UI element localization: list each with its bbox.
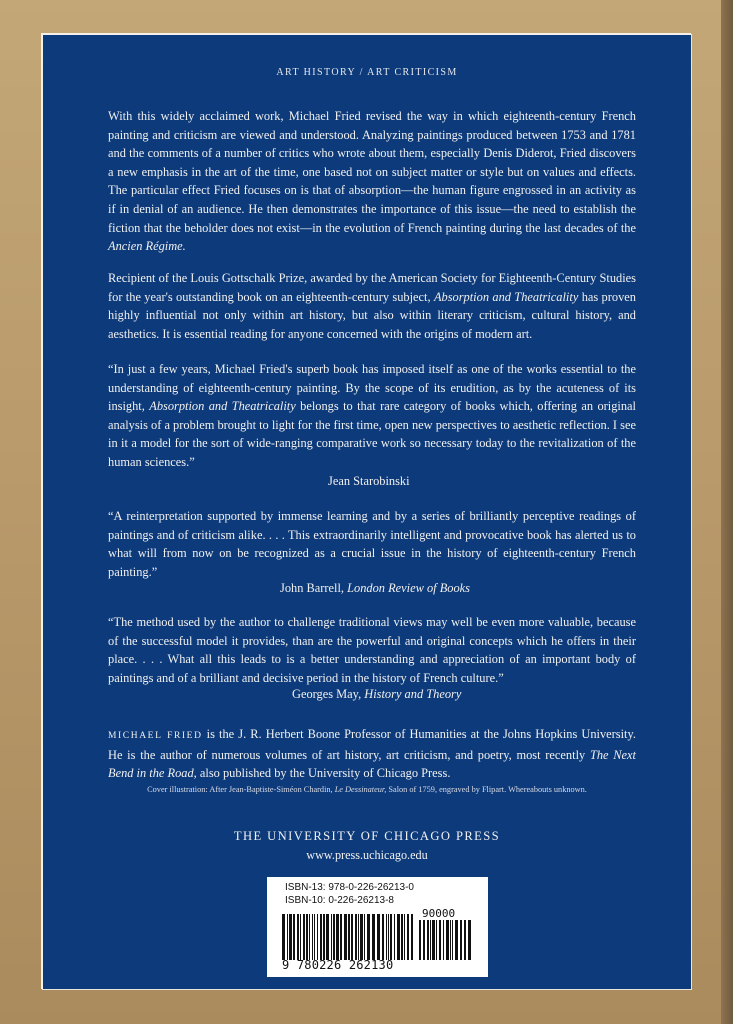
category-header: ART HISTORY / ART CRITICISM bbox=[276, 67, 458, 78]
barcode-bar bbox=[351, 914, 353, 960]
quote-author-may bbox=[292, 685, 461, 703]
barcode-bar bbox=[300, 914, 301, 960]
barcode-bar bbox=[326, 914, 329, 960]
barcode-bar bbox=[423, 920, 425, 960]
barcode-bar bbox=[344, 914, 347, 960]
description-paragraph-1 bbox=[108, 107, 636, 256]
barcode-bar bbox=[282, 914, 285, 960]
barcode-bar bbox=[382, 914, 384, 960]
barcode-bar bbox=[427, 920, 429, 960]
source-name: London Review of Books bbox=[347, 581, 470, 595]
publisher-url: www.press.uchicago.edu bbox=[306, 848, 428, 862]
source-name: History and Theory bbox=[364, 687, 462, 701]
barcode-bar bbox=[452, 920, 453, 960]
quote-title-italic: Absorption and Theatricality bbox=[149, 399, 296, 414]
barcode-label bbox=[267, 877, 488, 977]
caption-text: Cover illustration: After Jean-Baptiste-Siméon Chardin, bbox=[147, 785, 333, 794]
barcode-bar bbox=[377, 914, 380, 960]
barcode-bar bbox=[320, 914, 322, 960]
quote-text-continued: belongs to that rare category of books which, offering an original analysis of a problem brought to light for the first time, open new perspectives to aesthetic reflection. I see in it a model for the sort of wide-ranging comparative work so necessary today to the revitalization of the human sciences.” bbox=[108, 399, 636, 469]
quote-author-starobinski: Jean Starobinski bbox=[328, 474, 410, 488]
barcode-bar bbox=[388, 914, 389, 960]
barcode-bar bbox=[367, 914, 370, 960]
barcode-bar bbox=[355, 914, 357, 960]
barcode-bar bbox=[358, 914, 359, 960]
caption-text-end: Salon of 1759, engraved by Flipart. Whereabouts unknown. bbox=[388, 785, 587, 794]
barcode-bar bbox=[312, 914, 313, 960]
barcode-bar bbox=[397, 914, 400, 960]
bio-text-end: also published by the University of Chicago Press. bbox=[199, 766, 451, 781]
barcode-bar bbox=[348, 914, 350, 960]
barcode-bar bbox=[446, 920, 449, 960]
barcode-bar bbox=[419, 920, 421, 960]
prize-text: Recipient of the Louis Gottschalk Prize, awarded by the American Society for Eighteenth-Century Studies for the year's outstanding book on an eighteenth-century subject, bbox=[108, 271, 636, 304]
barcode-bar bbox=[289, 914, 292, 960]
ean-digits: 9 780226 262130 bbox=[282, 958, 394, 972]
caption-italic: Le Dessinateur, bbox=[334, 785, 387, 794]
barcode-bar bbox=[386, 914, 387, 960]
addon-barcode-icon bbox=[419, 920, 473, 960]
barcode-bar bbox=[450, 920, 451, 960]
bio-text: is the J. R. Herbert Boone Professor of Humanities at the Johns Hopkins University. He is the author of numerous volumes of art history, art criticism, and poetry, most recently bbox=[108, 727, 636, 762]
barcode-bar bbox=[323, 914, 325, 960]
barcode-bar bbox=[336, 914, 339, 960]
barcode-bar bbox=[360, 914, 363, 960]
barcode-bar bbox=[331, 914, 332, 960]
barcode-bar bbox=[297, 914, 299, 960]
quote-author-barrell bbox=[280, 579, 470, 597]
author-bio bbox=[108, 725, 636, 783]
bio-book-italic: The Next Bend in the Road, bbox=[108, 747, 636, 781]
description-paragraph-2 bbox=[108, 269, 636, 343]
quote-starobinski bbox=[108, 360, 636, 472]
barcode-bar bbox=[432, 920, 435, 960]
barcode-bar bbox=[455, 920, 458, 960]
barcode-bar bbox=[443, 920, 444, 960]
barcode-bar bbox=[340, 914, 342, 960]
barcode-bar bbox=[468, 920, 471, 960]
ancien-regime-italic: Ancien Régime. bbox=[108, 239, 186, 254]
barcode-bar bbox=[464, 920, 466, 960]
barcode-bar bbox=[287, 914, 288, 960]
barcode-bar bbox=[364, 914, 365, 960]
barcode-bar bbox=[460, 920, 462, 960]
barcode-bar bbox=[372, 914, 375, 960]
barcode-bar bbox=[407, 914, 409, 960]
barcode-bar bbox=[333, 914, 335, 960]
barcode-bar bbox=[436, 920, 437, 960]
author-name: John Barrell, bbox=[280, 581, 345, 595]
barcode-bar bbox=[314, 914, 315, 960]
barcode-bar bbox=[404, 914, 405, 960]
influence-text: has proven highly influential not only within art history, but also within literary criticism, cultural history, and aesthetics. It is essential reading for anyone concerned with the origins of modern art. bbox=[108, 289, 636, 341]
barcode-bar bbox=[401, 914, 403, 960]
quote-text: “In just a few years, Michael Fried's superb book has imposed itself as one of the works essential to the understanding of eighteenth-century painting. By the scope of its erudition, as by the acuteness of its insight, bbox=[108, 362, 636, 414]
cover-illustration-caption bbox=[43, 785, 691, 794]
isbn-13: ISBN-13: 978-0-226-26213-0 bbox=[285, 882, 414, 893]
publisher-name: THE UNIVERSITY OF CHICAGO PRESS bbox=[233, 829, 501, 843]
barcode-bar bbox=[293, 914, 295, 960]
book-title-italic: Absorption and Theatricality bbox=[433, 289, 579, 304]
author-name: Georges May, bbox=[292, 687, 362, 701]
book-spine-edge bbox=[721, 0, 733, 1024]
bio-author-name: MICHAEL FRIED bbox=[108, 731, 203, 741]
barcode-bar bbox=[390, 914, 392, 960]
quote-barrell: “A reinterpretation supported by immense learning and by a series of brilliantly perceptive readings of paintings and of criticism alike. . . . This extraordinarily intelligent and provocative book has alerted us to what will from now on be recognized as a crucial issue in the history of eighteenth-century French painting.” bbox=[108, 509, 636, 579]
description-text: With this widely acclaimed work, Michael Fried revised the way in which eighteenth-century French painting and criticism are viewed and understood. Analyzing paintings produced between 1753 and 1781 and the comments of a number of critics who wrote about them, especially Denis Diderot, Fried discovers a new emphasis in the art of the time, one based not on subject matter or style but on values and effects. The particular effect Fried focuses on is that of absorption—the human figure engrossed in an activity as if in denial of an audience. He then demonstrates the importance of this issue—the need to establish the fiction that the beholder does not exist—in the evolution of French painting during the last decades of the bbox=[108, 109, 636, 235]
addon-digits: 90000 bbox=[422, 907, 456, 920]
barcode-bar bbox=[430, 920, 431, 960]
barcode-bar bbox=[306, 914, 308, 960]
barcode-bar bbox=[439, 920, 441, 960]
barcode-bars-icon bbox=[282, 914, 414, 960]
barcode-bar bbox=[394, 914, 395, 960]
quote-may: “The method used by the author to challenge traditional views may well be even more valuable, because of the successful model it provides, than are the powerful and original concepts which he offers in their place. . . . What all this leads to is a better understanding and appreciation of an important body of paintings and of a brilliant and decisive period in the history of French culture.” bbox=[108, 615, 636, 685]
barcode-bar bbox=[411, 914, 413, 960]
blue-text-panel bbox=[41, 33, 691, 989]
barcode-bar bbox=[317, 914, 318, 960]
barcode-bar bbox=[309, 914, 310, 960]
isbn-10: ISBN-10: 0-226-26213-8 bbox=[285, 895, 394, 906]
barcode-bar bbox=[303, 914, 305, 960]
